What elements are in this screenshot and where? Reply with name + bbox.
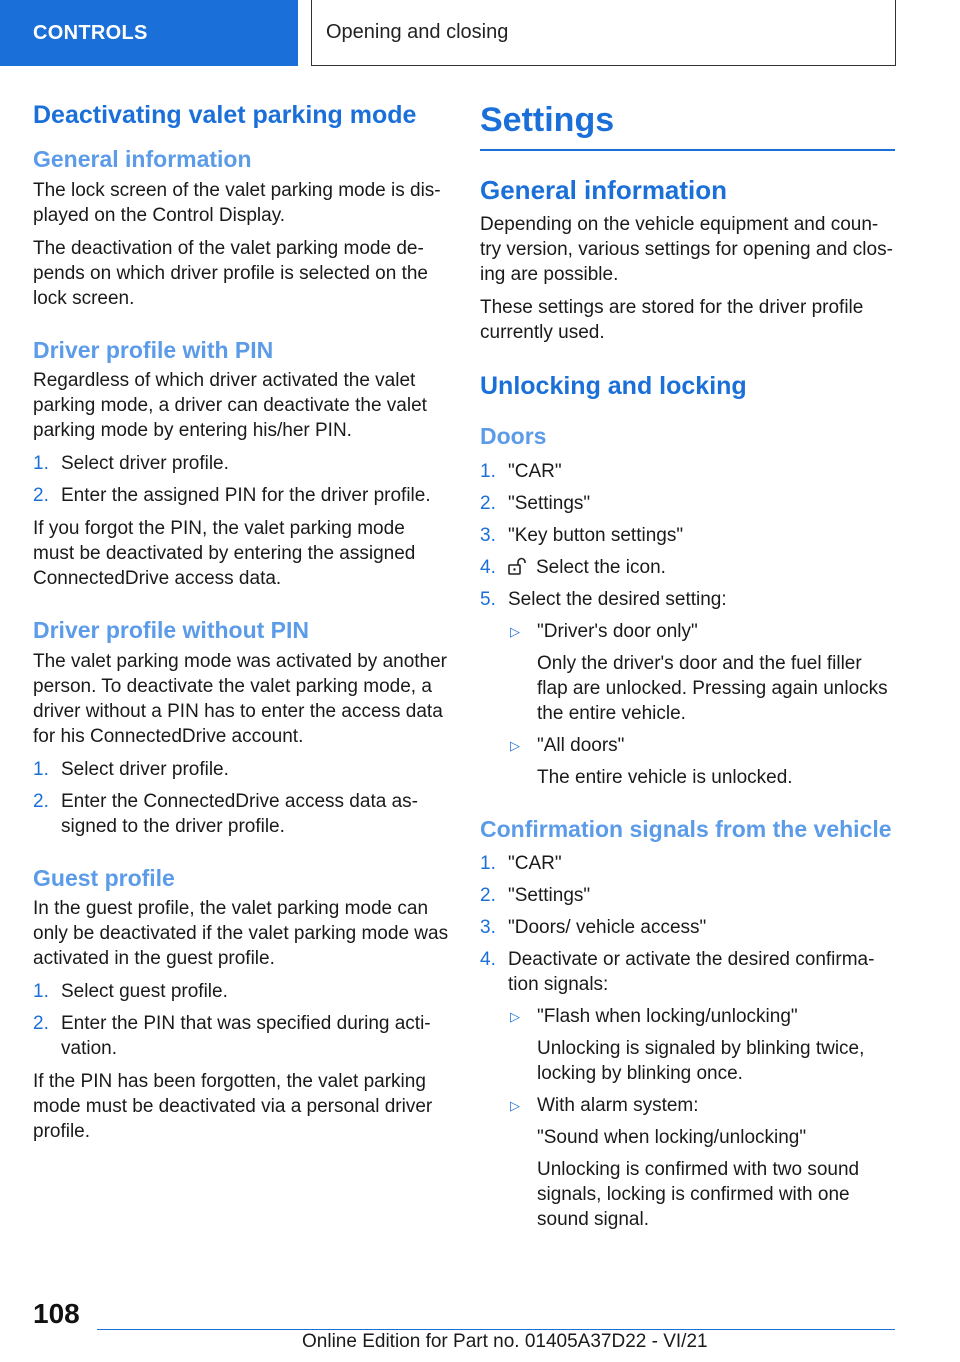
step-text: Deactivate or activate the desired confirma-tion signals: — [508, 949, 875, 996]
list-item — [33, 757, 449, 782]
heading-general-info-right: General information — [480, 174, 728, 205]
step-text: Select driver profile. — [61, 453, 229, 475]
step-number: 3. — [480, 917, 496, 939]
heading-driver-profile-pin: Driver profile with PIN — [33, 336, 274, 363]
heading-general-info-left: General information — [33, 146, 252, 172]
paragraph: The valet parking mode was activated by another person. To deactivate the valet parking mode, a driver without a PIN has to enter the access data for his ConnectedDrive account. — [33, 650, 448, 747]
paragraph: The lock screen of the valet parking mode is dis-played on the Control Display. — [33, 179, 441, 226]
step-text: "Key button settings" — [508, 524, 684, 546]
step-text: Select guest profile. — [61, 981, 228, 1003]
list-item — [480, 587, 895, 790]
step-number: 2. — [33, 485, 49, 507]
step-text: Select driver profile. — [61, 758, 229, 780]
step-number: 4. — [480, 949, 496, 971]
list-item — [480, 523, 895, 548]
option-item — [508, 1004, 895, 1086]
step-number: 2. — [480, 885, 496, 907]
triangle-bullet-icon: ▷ — [510, 737, 520, 753]
list-item — [480, 851, 895, 876]
steps-list — [480, 851, 895, 1232]
list-item — [480, 947, 895, 1232]
list-item — [33, 451, 449, 476]
list-item — [480, 915, 895, 940]
step-text: Enter the assigned PIN for the driver profile. — [61, 485, 431, 507]
list-item — [33, 979, 449, 1004]
option-label: "Flash when locking/unlocking" — [537, 1006, 798, 1028]
option-label: "All doors" — [537, 734, 625, 756]
options-list — [508, 619, 895, 790]
option-desc: The entire vehicle is unlocked. — [537, 766, 793, 788]
paragraph: In the guest profile, the valet parking mode can only be deactivated if the valet parking mode was activated in the guest profile. — [33, 898, 449, 970]
option-item — [508, 1093, 895, 1232]
paragraph: Regardless of which driver activated the valet parking mode, a driver can deactivate the valet parking mode by entering his/her PIN. — [33, 370, 427, 442]
option-label: With alarm system: — [537, 1095, 699, 1117]
heading-settings: Settings — [480, 101, 615, 139]
step-text: Enter the ConnectedDrive access data as-signed to the driver profile. — [61, 790, 418, 837]
step-text: "CAR" — [508, 853, 562, 875]
step-text: Select the icon. — [536, 556, 666, 578]
paragraph: If you forgot the PIN, the valet parking mode must be deactivated by entering the assigned ConnectedDrive access data. — [33, 518, 416, 590]
step-number: 2. — [480, 492, 496, 514]
footer-rule — [97, 1329, 895, 1330]
list-item — [480, 555, 895, 580]
option-desc: Only the driver's door and the fuel filler flap are unlocked. Pressing again unlocks the entire vehicle. — [537, 652, 888, 724]
option-desc: Unlocking is confirmed with two sound signals, locking is confirmed with one sound signal. — [537, 1159, 860, 1231]
step-number: 5. — [480, 588, 496, 610]
triangle-bullet-icon: ▷ — [510, 623, 520, 639]
options-list — [508, 1004, 895, 1232]
list-item — [33, 1011, 449, 1061]
step-number: 1. — [480, 460, 496, 482]
heading-unlocking-locking: Unlocking and locking — [480, 371, 747, 400]
heading-driver-profile-no-pin: Driver profile without PIN — [33, 617, 310, 644]
triangle-bullet-icon: ▷ — [510, 1009, 520, 1025]
step-text: Select the desired setting: — [508, 588, 727, 610]
heading-confirmation-signals: Confirmation signals from the vehicle — [480, 815, 892, 842]
option-item — [508, 733, 895, 790]
list-item — [480, 883, 895, 908]
step-number: 3. — [480, 524, 496, 546]
step-text: Enter the PIN that was specified during acti-vation. — [61, 1013, 431, 1060]
heading-doors: Doors — [480, 422, 547, 449]
steps-list — [33, 451, 449, 508]
option-item — [508, 619, 895, 726]
step-text: "CAR" — [508, 460, 562, 482]
list-item — [480, 491, 895, 516]
step-number: 1. — [480, 853, 496, 875]
step-text: "Settings" — [508, 885, 591, 907]
list-item — [480, 459, 895, 484]
paragraph: Depending on the vehicle equipment and coun-try version, various settings for opening and clos-ing are possible. — [480, 213, 893, 285]
steps-list — [33, 979, 449, 1061]
heading-guest-profile: Guest profile — [33, 864, 175, 891]
heading-rule — [480, 149, 895, 151]
list-item — [33, 483, 449, 508]
step-number: 1. — [33, 981, 49, 1003]
step-text: "Doors/ vehicle access" — [508, 917, 707, 939]
step-text: "Settings" — [508, 492, 591, 514]
chapter-title: Opening and closing — [311, 0, 896, 66]
step-number: 4. — [480, 556, 496, 578]
left-column — [33, 100, 449, 1152]
footer-edition: Online Edition for Part no. 01405A37D22 - VI/21 — [302, 1331, 708, 1352]
option-label: "Driver's door only" — [537, 620, 698, 642]
steps-list — [480, 459, 895, 790]
page-number: 108 — [33, 1298, 80, 1329]
step-number: 2. — [33, 790, 49, 812]
step-number: 2. — [33, 1013, 49, 1035]
paragraph: These settings are stored for the driver profile currently used. — [480, 296, 864, 343]
option-desc: "Sound when locking/unlocking" — [537, 1127, 807, 1149]
paragraph: The deactivation of the valet parking mode de-pends on which driver profile is selected on the lock screen. — [33, 237, 429, 309]
steps-list — [33, 757, 449, 839]
list-item — [33, 789, 449, 839]
step-number: 1. — [33, 758, 49, 780]
step-number: 1. — [33, 453, 49, 475]
heading-deactivating-valet: Deactivating valet parking mode — [33, 101, 417, 129]
unlock-icon — [508, 557, 528, 575]
triangle-bullet-icon: ▷ — [510, 1098, 520, 1114]
section-tab: CONTROLS — [0, 0, 298, 66]
paragraph: If the PIN has been forgotten, the valet parking mode must be deactivated via a personal driver profile. — [33, 1071, 433, 1143]
right-column — [480, 100, 895, 1240]
option-desc: Unlocking is signaled by blinking twice, locking by blinking once. — [537, 1038, 865, 1085]
